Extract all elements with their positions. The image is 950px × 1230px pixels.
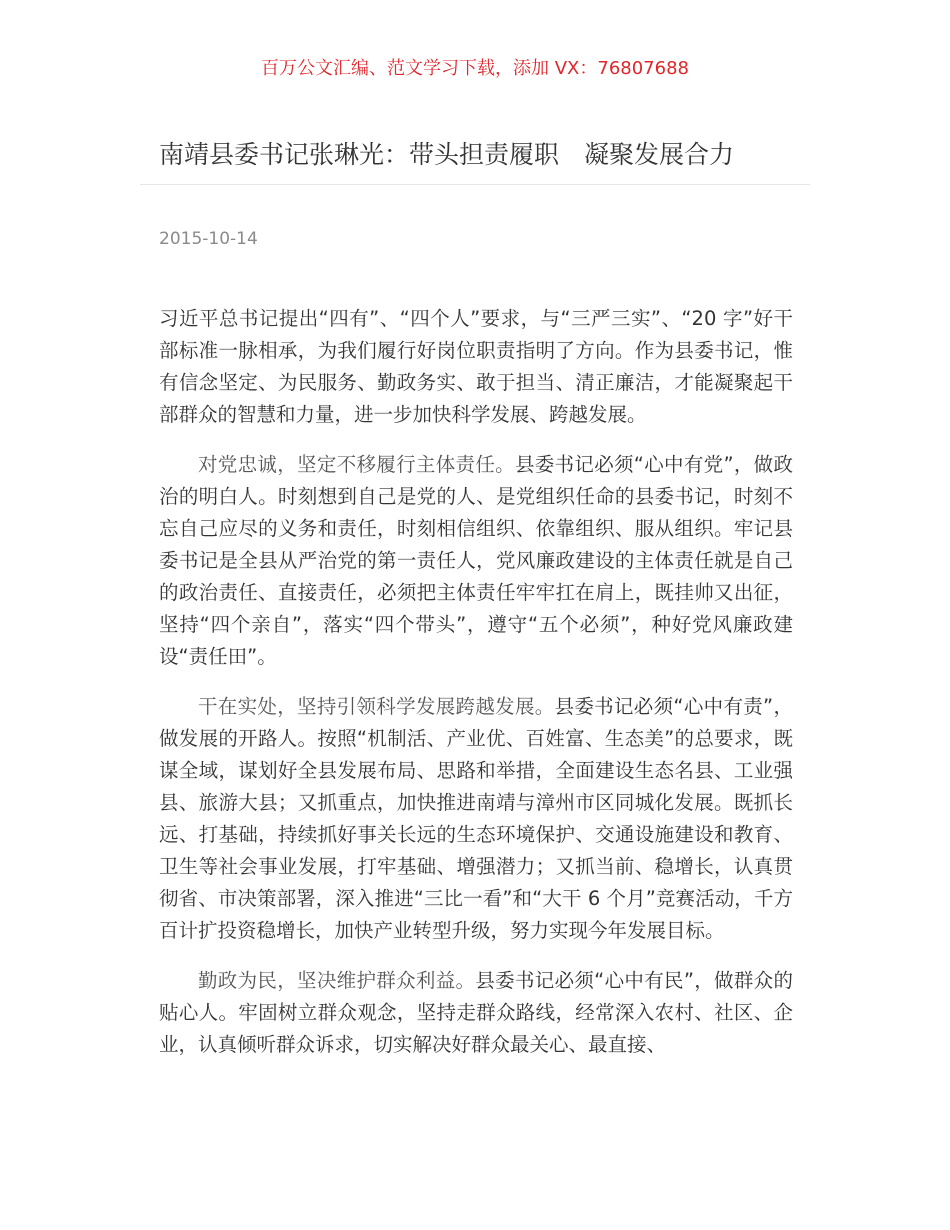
section-lead: 干在实处，坚持引领科学发展跨越发展。 <box>198 695 555 718</box>
title-divider <box>140 184 810 185</box>
watermark-banner: 百万公文汇编、范文学习下载，添加 VX：76807688 <box>261 58 689 79</box>
intro-paragraph: 习近平总书记提出“四有”、“四个人”要求，与“三严三实”、“20 字”好干部标准一脉相承，为我们履行好岗位职责指明了方向。作为县委书记，惟有信念坚定、为民服务、勤政务实、敢于担当、清正廉洁，才能凝聚起干部群众的智慧和力量，进一步加快科学发展、跨越发展。 <box>159 307 793 426</box>
section-text: 县委书记必须“心中有党”，做政治的明白人。时刻想到自己是党的人、是党组织任命的县委书记，时刻不忘自己应尽的义务和责任，时刻相信组织、依靠组织、服从组织。牢记县委书记是全县从严治党的第一责任人，党风廉政建设的主体责任就是自己的政治责任、直接责任，必须把主体责任牢牢扛在肩上，既挂帅又出征，坚持“四个亲自”，落实“四个带头”，遵守“五个必须”，种好党风廉政建设“责任田”。 <box>159 453 793 668</box>
publish-date: 2015-10-14 <box>159 229 258 249</box>
section-lead: 勤政为民，坚决维护群众利益。 <box>198 969 476 992</box>
article-title: 南靖县委书记张琳光：带头担责履职 凝聚发展合力 <box>159 140 735 169</box>
section-paragraph <box>159 965 793 1061</box>
section-paragraph <box>159 449 793 673</box>
section-text: 县委书记必须“心中有民”，做群众的贴心人。牢固树立群众观念，坚持走群众路线，经常深入农村、社区、企业，认真倾听群众诉求，切实解决好群众最关心、最直接、 <box>159 969 793 1056</box>
article-body <box>159 303 793 1079</box>
section-text: 县委书记必须“心中有责”，做发展的开路人。按照“机制活、产业优、百姓富、生态美”的总要求，既谋全域，谋划好全县发展布局、思路和举措，全面建设生态名县、工业强县、旅游大县；又抓重点，加快推进南靖与漳州市区同城化发展。既抓长远、打基础，持续抓好事关长远的生态环境保护、交通设施建设和教育、卫生等社会事业发展，打牢基础、增强潜力；又抓当前、稳增长，认真贯彻省、市决策部署，深入推进“三比一看”和“大干 6 个月”竞赛活动，千方百计扩投资稳增长，加快产业转型升级，努力实现今年发展目标。 <box>159 695 793 942</box>
section-lead: 对党忠诚，坚定不移履行主体责任。 <box>198 453 515 476</box>
section-paragraph <box>159 691 793 947</box>
